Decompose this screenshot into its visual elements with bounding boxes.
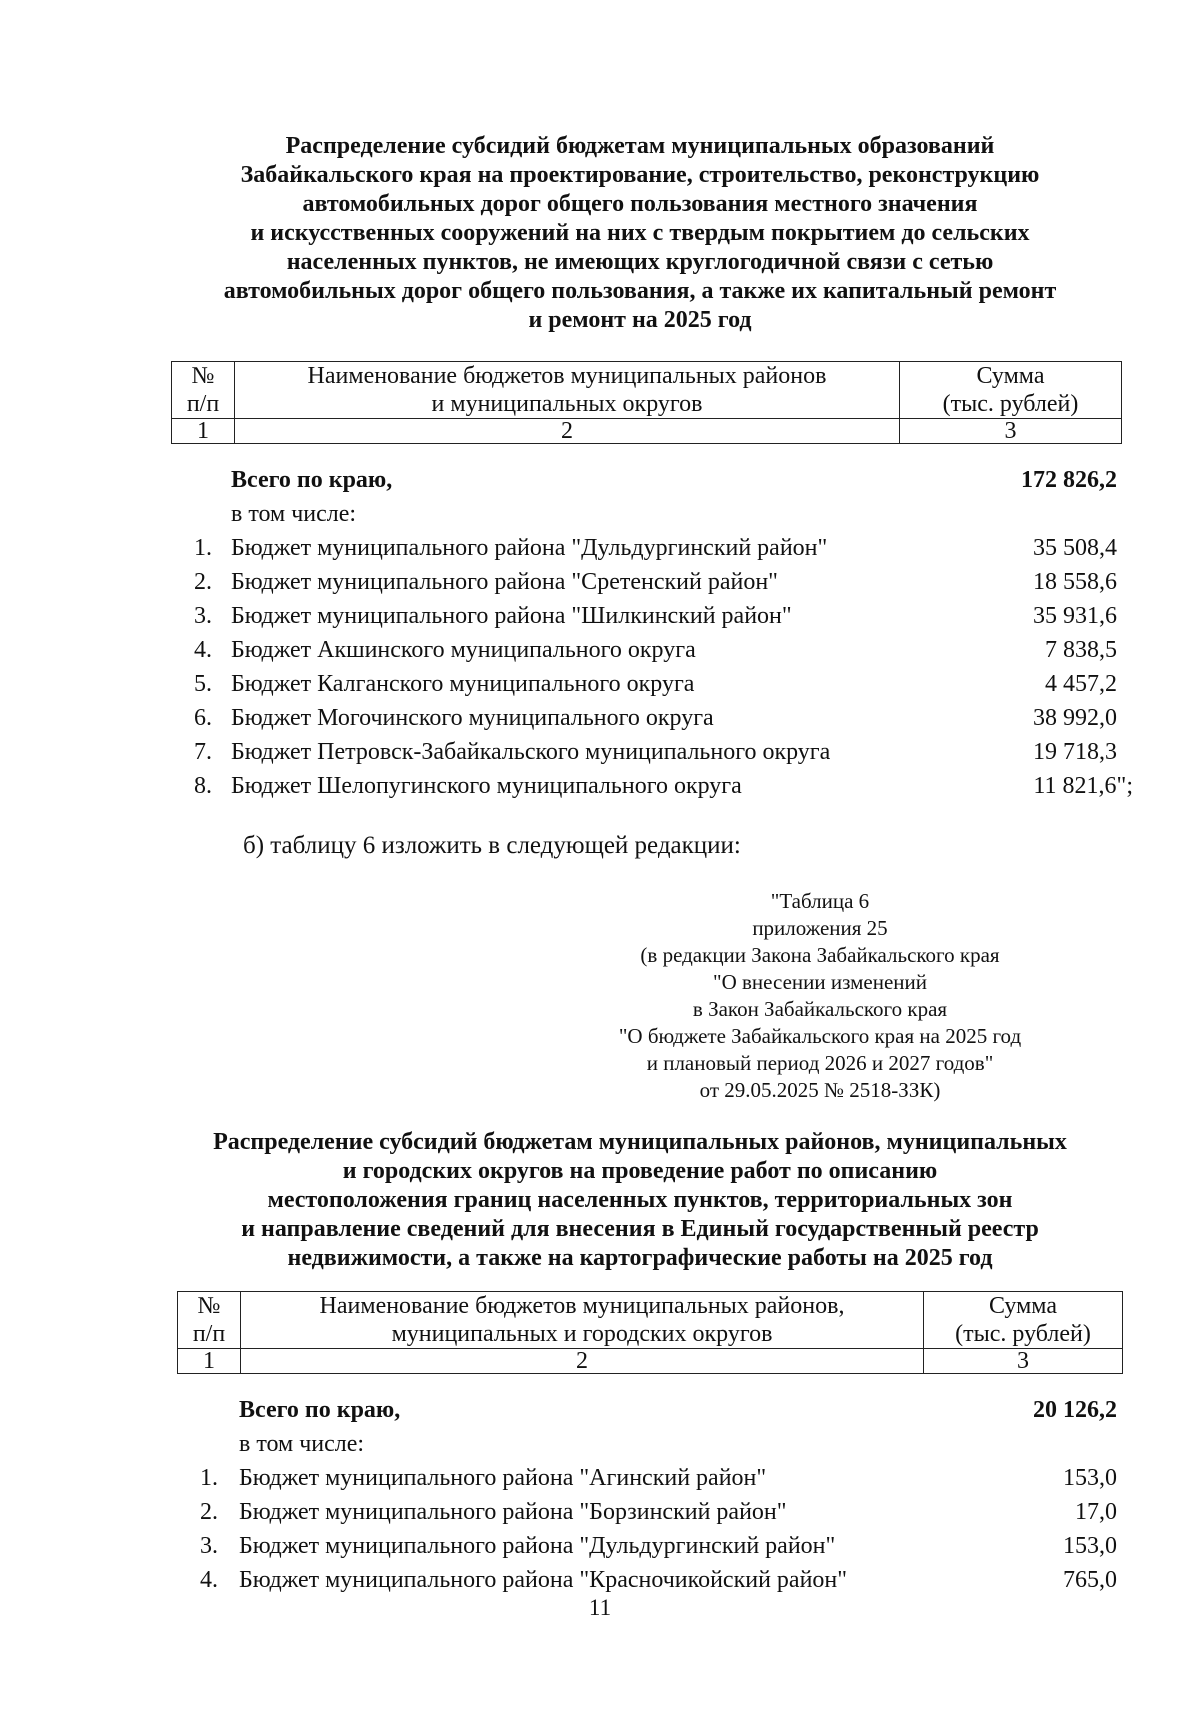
row-value: 7 838,5 (1045, 637, 1117, 663)
table-row (0, 1495, 1200, 1529)
table-row (0, 633, 1200, 667)
row-name: Бюджет муниципального района "Сретенский район" (231, 569, 778, 595)
table-row (0, 531, 1200, 565)
section1-title-line: автомобильных дорог общего пользования, а также их капитальный ремонт (223, 278, 1057, 304)
col-sum-line2: (тыс. рублей) (942, 391, 1079, 417)
total-value: 172 826,2 (1021, 467, 1117, 493)
col-number-line1: № (197, 1293, 221, 1319)
table-row (0, 1563, 1200, 1597)
section1-title-line: населенных пунктов, не имеющих круглогодичной связи с сетью (286, 249, 994, 275)
total-label: Всего по краю, (231, 467, 393, 493)
row-name: Бюджет Калганского муниципального округа (231, 671, 695, 697)
including-label: в том числе: (239, 1431, 365, 1457)
total-row (0, 1393, 1200, 1427)
caption-line: "О бюджете Забайкальского края на 2025 год (618, 1024, 1022, 1048)
section2-rows (0, 1393, 1200, 1597)
row-name: Бюджет муниципального района "Шилкинский район" (231, 603, 792, 629)
row-number: 5. (194, 671, 212, 697)
row-name: Бюджет Акшинского муниципального округа (231, 637, 696, 663)
table-caption (560, 888, 1080, 1104)
col-number-line2: п/п (186, 391, 220, 417)
col-name-index: 2 (241, 1349, 924, 1374)
section2-title-line: недвижимости, а также на картографические работы на 2025 год (287, 1245, 993, 1271)
col-number-line1: № (191, 363, 215, 389)
table-row (0, 599, 1200, 633)
row-name: Бюджет Петровск-Забайкальского муниципального округа (231, 739, 831, 765)
section2-title-line: местоположения границ населенных пунктов, территориальных зон (267, 1187, 1013, 1213)
row-number: 3. (200, 1533, 218, 1559)
row-value: 153,0 (1063, 1533, 1117, 1559)
caption-line: "О внесении изменений (713, 970, 927, 994)
col-number-line2: п/п (192, 1321, 226, 1347)
col-sum-index: 3 (900, 419, 1122, 444)
row-number: 2. (194, 569, 212, 595)
table-row (0, 565, 1200, 599)
amendment-instruction: б) таблицу 6 изложить в следующей редакции: (243, 832, 741, 859)
caption-line: от 29.05.2025 № 2518-ЗЗК) (699, 1078, 941, 1102)
row-value: 4 457,2 (1045, 671, 1117, 697)
table-row (0, 667, 1200, 701)
col-name-line2: муниципальных и городских округов (391, 1321, 773, 1347)
section1-table-header (171, 361, 1122, 444)
col-sum-line1: Сумма (989, 1293, 1057, 1319)
table-row (0, 735, 1200, 769)
col-sum-index: 3 (924, 1349, 1123, 1374)
including-row (0, 1427, 1200, 1461)
col-number-header (172, 362, 235, 419)
section2-table-header (177, 1291, 1123, 1374)
row-value: 38 992,0 (1033, 705, 1117, 731)
caption-line: (в редакции Закона Забайкальского края (640, 943, 1000, 967)
row-number: 6. (194, 705, 212, 731)
section1-rows (0, 463, 1200, 803)
including-row (0, 497, 1200, 531)
row-name: Бюджет муниципального района "Дульдургинский район" (239, 1533, 836, 1559)
table-row (0, 769, 1200, 803)
row-value: 19 718,3 (1033, 739, 1117, 765)
caption-line: "Таблица 6 (770, 889, 870, 913)
section2-title-line: Распределение субсидий бюджетам муниципальных районов, муниципальных (213, 1129, 1067, 1155)
row-name: Бюджет муниципального района "Дульдургинский район" (231, 535, 828, 561)
row-number: 7. (194, 739, 212, 765)
row-name: Бюджет муниципального района "Борзинский район" (239, 1499, 787, 1525)
including-label: в том числе: (231, 501, 357, 527)
caption-line: в Закон Забайкальского края (692, 997, 948, 1021)
row-value: 765,0 (1063, 1567, 1117, 1593)
table-row (0, 1529, 1200, 1563)
total-value: 20 126,2 (1033, 1397, 1117, 1423)
row-value: 35 931,6 (1033, 603, 1117, 629)
col-number-header (178, 1292, 241, 1349)
col-name-line1: Наименование бюджетов муниципальных районов, (319, 1293, 845, 1319)
section1-title-line: и искусственных сооружений на них с твердым покрытием до сельских (250, 220, 1030, 246)
caption-line: приложения 25 (752, 916, 888, 940)
col-sum-header (900, 362, 1122, 419)
col-name-line2: и муниципальных округов (431, 391, 703, 417)
col-name-header (241, 1292, 924, 1349)
total-label: Всего по краю, (239, 1397, 401, 1423)
table-row (0, 701, 1200, 735)
row-value: 35 508,4 (1033, 535, 1117, 561)
section2-title-line: и направление сведений для внесения в Единый государственный реестр (241, 1216, 1039, 1242)
section2-title-line: и городских округов на проведение работ по описанию (342, 1158, 938, 1184)
row-value: 153,0 (1063, 1465, 1117, 1491)
section1-title (150, 132, 1130, 335)
col-sum-line2: (тыс. рублей) (955, 1321, 1091, 1347)
row-number: 8. (194, 773, 212, 799)
col-sum-line1: Сумма (976, 363, 1045, 389)
section1-title-line: и ремонт на 2025 год (528, 307, 752, 333)
page-number: 11 (588, 1595, 612, 1620)
section1-title-line: автомобильных дорог общего пользования местного значения (302, 191, 978, 217)
row-number: 4. (200, 1567, 218, 1593)
row-number: 2. (200, 1499, 218, 1525)
col-sum-header (924, 1292, 1123, 1349)
row-number: 1. (200, 1465, 218, 1491)
row-number: 4. (194, 637, 212, 663)
row-value: 18 558,6 (1033, 569, 1117, 595)
caption-line: и плановый период 2026 и 2027 годов" (646, 1051, 994, 1075)
col-number-index: 1 (178, 1349, 241, 1374)
row-value: 17,0 (1075, 1499, 1117, 1525)
section1-title-line: Распределение субсидий бюджетам муниципальных образований (285, 133, 995, 159)
section1-title-line: Забайкальского края на проектирование, строительство, реконструкцию (240, 162, 1040, 188)
col-name-line1: Наименование бюджетов муниципальных районов (307, 363, 827, 389)
row-number: 3. (194, 603, 212, 629)
col-name-header (235, 362, 900, 419)
table-row (0, 1461, 1200, 1495)
col-number-index: 1 (172, 419, 235, 444)
section2-title (150, 1128, 1130, 1273)
col-name-index: 2 (235, 419, 900, 444)
total-row (0, 463, 1200, 497)
row-number: 1. (194, 535, 212, 561)
row-name: Бюджет Шелопугинского муниципального округа (231, 773, 742, 799)
row-name: Бюджет муниципального района "Красночикойский район" (239, 1567, 848, 1593)
row-value: 11 821,6"; (1033, 773, 1133, 799)
row-name: Бюджет Могочинского муниципального округа (231, 705, 714, 731)
row-name: Бюджет муниципального района "Агинский район" (239, 1465, 767, 1491)
